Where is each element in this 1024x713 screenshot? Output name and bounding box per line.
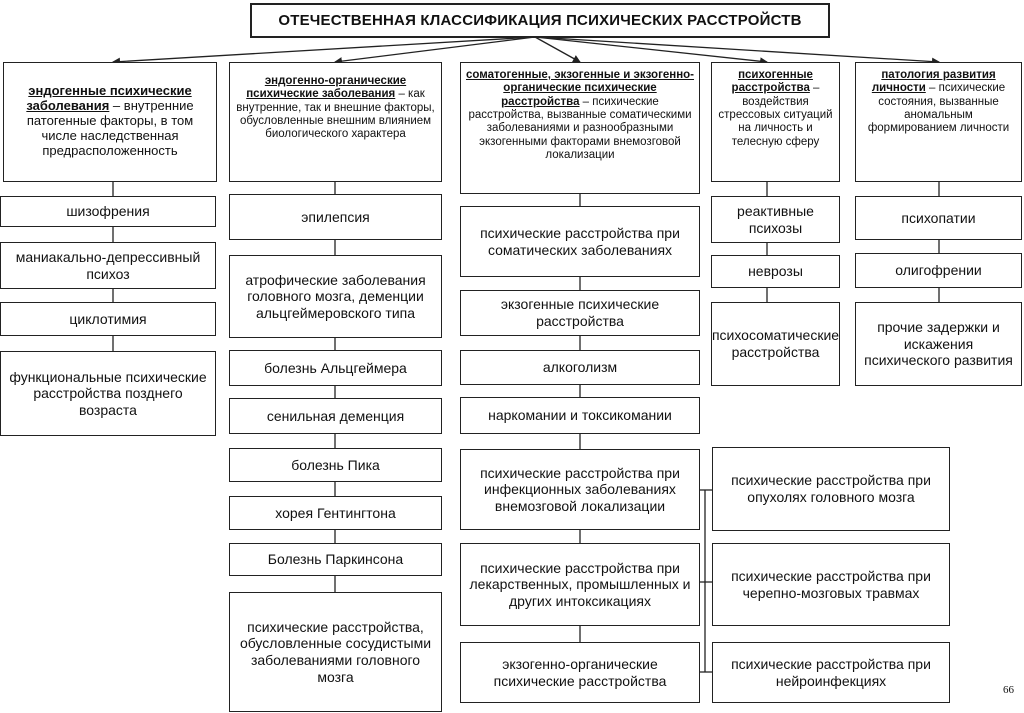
arrow-to-col2 xyxy=(335,37,535,62)
item-other-delays: прочие задержки и искажения психического развития xyxy=(855,302,1022,386)
header-personality-pathology: патология развития личности – психические состояния, вызванные аномальным формированием личности xyxy=(855,62,1022,182)
item-drug-addiction: наркомании и токсикомании xyxy=(460,397,700,434)
item-neuroses: неврозы xyxy=(711,255,840,288)
header-psychogenic: психогенные расстройства – воздействия стрессовых ситуаций на личность и телесную сферу xyxy=(711,62,840,182)
item-head-trauma: психические расстройства при черепно-мозговых травмах xyxy=(712,543,950,626)
item-exogenous-disorders: экзогенные психические расстройства xyxy=(460,290,700,336)
item-manic-depressive: маниакально-депрессивный психоз xyxy=(0,242,216,289)
item-somatic-disorders: психические расстройства при соматических заболеваниях xyxy=(460,206,700,277)
arrow-to-col5 xyxy=(535,37,939,62)
item-exogenous-organic: экзогенно-органические психические расстройства xyxy=(460,642,700,703)
item-parkinson: Болезнь Паркинсона xyxy=(229,543,442,576)
item-alcoholism: алкоголизм xyxy=(460,350,700,385)
item-brain-tumors: психические расстройства при опухолях головного мозга xyxy=(712,447,950,531)
item-intoxications: психические расстройства при лекарственных, промышленных и других интоксикациях xyxy=(460,543,700,626)
item-late-age-functional: функциональные психические расстройства позднего возраста xyxy=(0,351,216,436)
item-psychosomatic: психосоматические расстройства xyxy=(711,302,840,386)
item-psychopathies: психопатии xyxy=(855,196,1022,240)
diagram-title: ОТЕЧЕСТВЕННАЯ КЛАССИФИКАЦИЯ ПСИХИЧЕСКИХ РАССТРОЙСТВ xyxy=(250,3,830,38)
item-pick: болезнь Пика xyxy=(229,448,442,482)
item-epilepsy: эпилепсия xyxy=(229,194,442,240)
item-huntington: хорея Гентингтона xyxy=(229,496,442,530)
arrow-to-col4 xyxy=(535,37,767,62)
item-infectious: психические расстройства при инфекционных заболеваниях внемозговой локализации xyxy=(460,449,700,530)
item-cyclothymia: циклотимия xyxy=(0,302,216,336)
item-atrophic: атрофические заболевания головного мозга, деменции альцгеймеровского типа xyxy=(229,255,442,338)
arrow-to-col1 xyxy=(113,37,535,62)
header-endogenous-organic: эндогенно-органические психические заболевания – как внутренние, так и внешние факторы, обусловленные внешним влиянием биологического характера xyxy=(229,62,442,182)
arrow-to-col3 xyxy=(535,37,580,62)
page-number: 66 xyxy=(1003,684,1014,696)
item-oligophrenia: олигофрении xyxy=(855,253,1022,288)
item-senile-dementia: сенильная деменция xyxy=(229,398,442,434)
item-vascular: психические расстройства, обусловленные сосудистыми заболеваниями головного мозга xyxy=(229,592,442,712)
item-reactive-psychoses: реактивные психозы xyxy=(711,196,840,243)
header-somatogenic: соматогенные, экзогенные и экзогенно-органические психические расстройства – психические расстройства, вызванные соматическими заболеваниями и разнообразными экзогенными факторами внемозговой локализации xyxy=(460,62,700,194)
item-neuroinfections: психические расстройства при нейроинфекциях xyxy=(712,642,950,703)
item-alzheimer: болезнь Альцгеймера xyxy=(229,350,442,386)
item-schizophrenia: шизофрения xyxy=(0,196,216,227)
header-endogenous: эндогенные психические заболевания – внутренние патогенные факторы, в том числе наследственная предрасположенность xyxy=(3,62,217,182)
